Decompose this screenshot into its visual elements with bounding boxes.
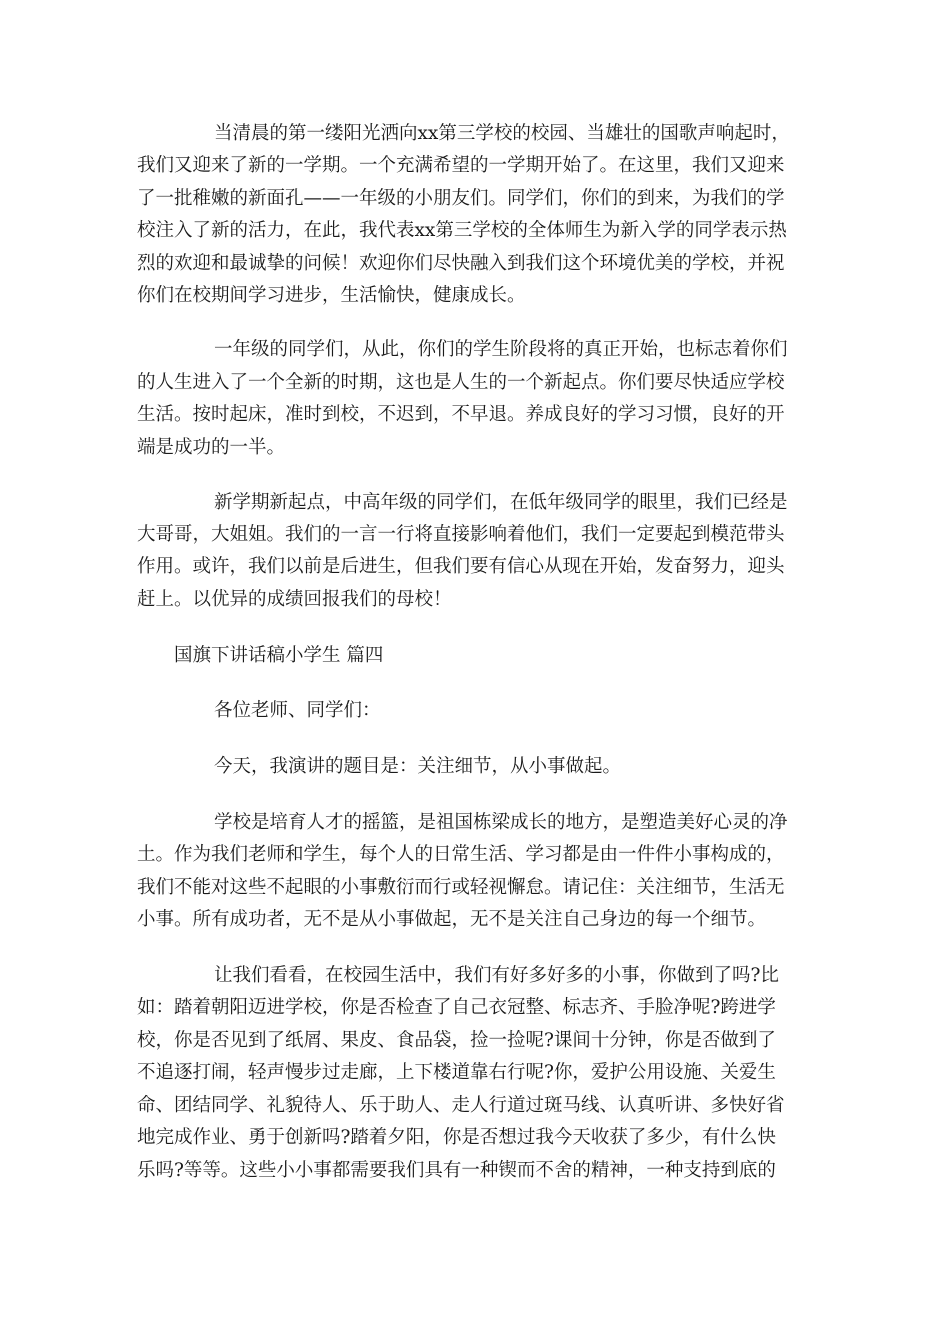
text-line: 校，你是否见到了纸屑、果皮、食品袋，捡一捡呢?课间十分钟，你是否做到了 [137, 1030, 776, 1051]
text-line: 烈的欢迎和最诚挚的问候！欢迎你们尽快融入到我们这个环境优美的学校，并祝 [137, 253, 785, 274]
text-line: 的人生进入了一个全新的时期，这也是人生的一个新起点。你们要尽快适应学校 [137, 372, 785, 393]
text-line: 赶上。以优异的成绩回报我们的母校！ [137, 589, 452, 610]
text-line: 大哥哥，大姐姐。我们的一言一行将直接影响着他们，我们一定要起到模范带头 [137, 524, 785, 545]
text-line: 新学期新起点，中高年级的同学们，在低年级同学的眼里，我们已经是 [214, 492, 788, 513]
text-line: 土。作为我们老师和学生，每个人的日常生活、学习都是由一件件小事构成的， [137, 844, 785, 865]
text-line: 我们又迎来了新的一学期。一个充满希望的一学期开始了。在这里，我们又迎来 [137, 155, 785, 176]
section-heading: 国旗下讲话稿小学生 篇四 [174, 645, 384, 666]
text-line: 让我们看看，在校园生活中，我们有好多好多的小事，你做到了吗?比 [214, 965, 779, 986]
text-line: 地完成作业、勇于创新吗?踏着夕阳，你是否想过我今天收获了多少，有什么快 [137, 1127, 776, 1148]
text-line: 校注入了新的活力，在此，我代表xx第三学校的全体师生为新入学的同学表示热 [137, 220, 787, 241]
text-line: 学校是培育人才的摇篮，是祖国栋梁成长的地方，是塑造美好心灵的净 [214, 812, 788, 833]
text-line: 一年级的同学们，从此，你们的学生阶段将的真正开始，也标志着你们 [214, 339, 788, 360]
text-line: 了一批稚嫩的新面孔——一年级的小朋友们。同学们，你们的到来，为我们的学 [137, 188, 785, 209]
salutation: 各位老师、同学们： [214, 700, 381, 721]
text-line: 命、团结同学、礼貌待人、乐于助人、走人行道过斑马线、认真听讲、多快好省 [137, 1095, 785, 1116]
text-line: 端是成功的一半。 [137, 437, 286, 458]
text-line: 不追逐打闹，轻声慢步过走廊，上下楼道靠右行呢?你，爱护公用设施、关爱生 [137, 1062, 776, 1083]
text-line: 乐吗?等等。这些小小事都需要我们具有一种锲而不舍的精神，一种支持到底的 [137, 1160, 776, 1181]
text-line: 生活。按时起床，准时到校，不迟到，不早退。养成良好的学习习惯，良好的开 [137, 404, 785, 425]
text-line: 我们不能对这些不起眼的小事敷衍而行或轻视懈怠。请记住：关注细节，生活无 [137, 877, 785, 898]
text-line: 小事。所有成功者，无不是从小事做起，无不是关注自己身边的每一个细节。 [137, 909, 767, 930]
text-line: 今天，我演讲的题目是：关注细节，从小事做起。 [214, 756, 622, 777]
text-line: 你们在校期间学习进步，生活愉快，健康成长。 [137, 285, 526, 306]
text-line: 作用。或许，我们以前是后进生，但我们要有信心从现在开始，发奋努力，迎头 [137, 556, 785, 577]
text-line: 如：踏着朝阳迈进学校，你是否检查了自己衣冠整、标志齐、手脸净呢?跨进学 [137, 997, 776, 1018]
text-line: 当清晨的第一缕阳光洒向xx第三学校的校园、当雄壮的国歌声响起时， [214, 123, 790, 144]
